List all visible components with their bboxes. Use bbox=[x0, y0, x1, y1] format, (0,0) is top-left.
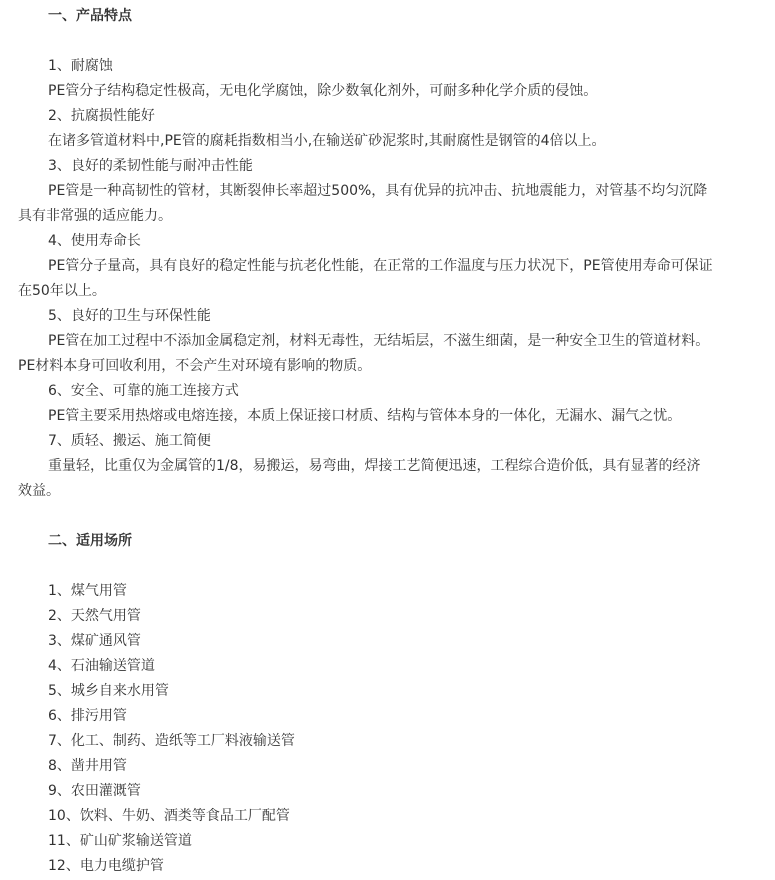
application-item: 6、排污用管 bbox=[48, 708, 127, 724]
application-item: 2、天然气用管 bbox=[48, 608, 141, 624]
feature-desc-continuation: 效益。 bbox=[18, 483, 60, 499]
application-item: 5、城乡自来水用管 bbox=[48, 683, 169, 699]
application-item: 12、电力电缆护管 bbox=[48, 858, 164, 874]
feature-title: 3、良好的柔韧性能与耐冲击性能 bbox=[48, 158, 253, 174]
section-heading-applications: 二、适用场所 bbox=[48, 533, 132, 549]
application-item: 9、农田灌溉管 bbox=[48, 783, 141, 799]
application-item: 11、矿山矿浆输送管道 bbox=[48, 833, 192, 849]
feature-title: 7、质轻、搬运、施工简便 bbox=[48, 433, 211, 449]
section-heading-features: 一、产品特点 bbox=[48, 8, 132, 24]
feature-title: 1、耐腐蚀 bbox=[48, 58, 113, 74]
application-item: 7、化工、制药、造纸等工厂料液输送管 bbox=[48, 733, 295, 749]
feature-title: 2、抗腐损性能好 bbox=[48, 108, 155, 124]
feature-title: 6、安全、可靠的施工连接方式 bbox=[48, 383, 239, 399]
feature-desc: 重量轻，比重仅为金属管的1/8，易搬运，易弯曲，焊接工艺简便迅速，工程综合造价低，具有显著的经济 bbox=[48, 458, 701, 474]
feature-desc: 在诸多管道材料中,PE管的腐耗指数相当小,在输送矿砂泥浆时,其耐腐性是钢管的4倍以上。 bbox=[48, 133, 606, 149]
feature-desc: PE管分子量高，具有良好的稳定性能与抗老化性能，在正常的工作温度与压力状况下，PE管使用寿命可保证 bbox=[48, 258, 713, 274]
application-item: 10、饮料、牛奶、酒类等食品工厂配管 bbox=[48, 808, 290, 824]
application-item: 4、石油输送管道 bbox=[48, 658, 155, 674]
feature-desc: PE管主要采用热熔或电熔连接，本质上保证接口材质、结构与管体本身的一体化，无漏水、漏气之忧。 bbox=[48, 408, 682, 424]
feature-title: 4、使用寿命长 bbox=[48, 233, 141, 249]
application-item: 3、煤矿通风管 bbox=[48, 633, 141, 649]
feature-desc: PE管是一种高韧性的管材，其断裂伸长率超过500%，具有优异的抗冲击、抗地震能力，对管基不均匀沉降 bbox=[48, 183, 708, 199]
feature-desc-continuation: 具有非常强的适应能力。 bbox=[18, 208, 172, 224]
feature-desc: PE管分子结构稳定性极高，无电化学腐蚀，除少数氧化剂外，可耐多种化学介质的侵蚀。 bbox=[48, 83, 598, 99]
feature-desc: PE管在加工过程中不添加金属稳定剂，材料无毒性，无结垢层，不滋生细菌，是一种安全卫生的管道材料。 bbox=[48, 333, 710, 349]
application-item: 8、凿井用管 bbox=[48, 758, 127, 774]
feature-desc-continuation: 在50年以上。 bbox=[18, 283, 106, 299]
application-item: 1、煤气用管 bbox=[48, 583, 127, 599]
feature-desc-continuation: PE材料本身可回收利用，不会产生对环境有影响的物质。 bbox=[18, 358, 372, 374]
feature-title: 5、良好的卫生与环保性能 bbox=[48, 308, 211, 324]
